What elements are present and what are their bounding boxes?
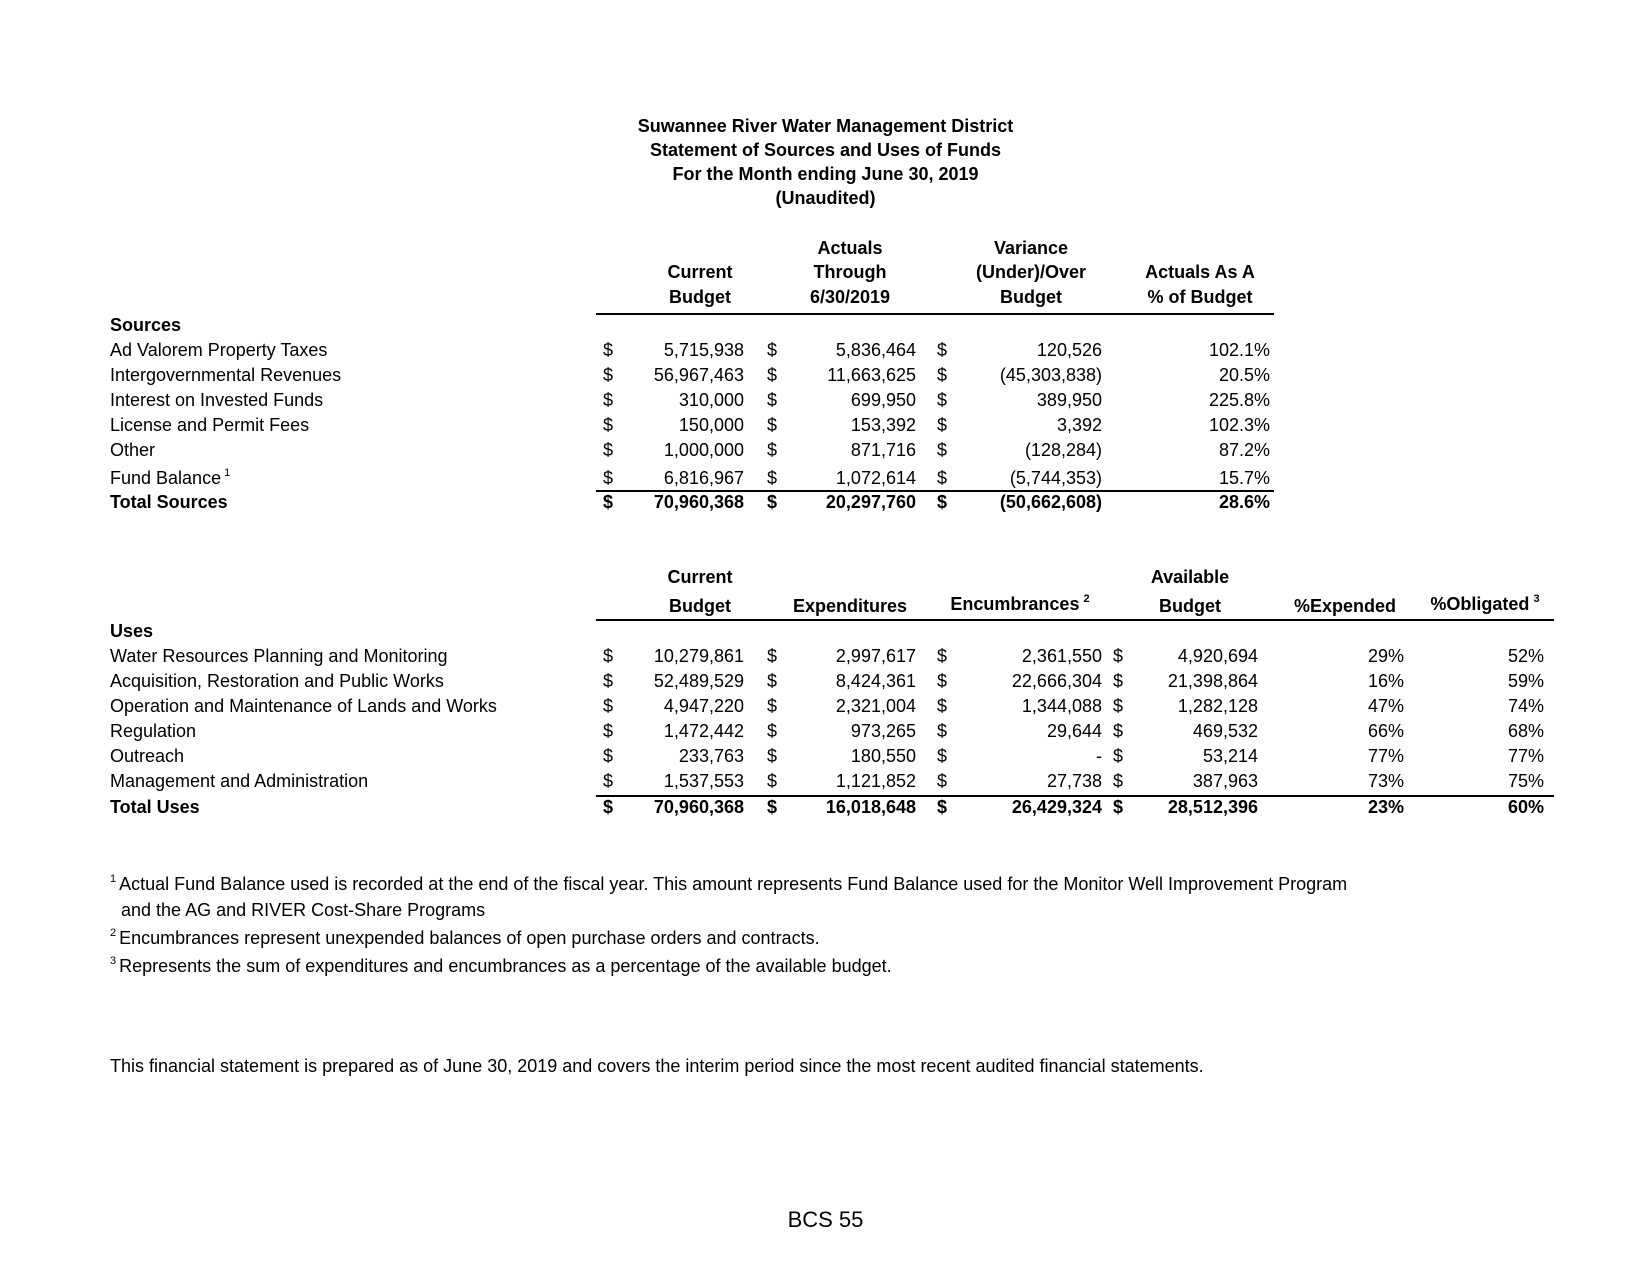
- uses-expenditures-value: 8,424,361: [835, 671, 916, 691]
- sources-variance-value: 120,526: [1036, 340, 1102, 360]
- currency-symbol: $: [937, 365, 948, 385]
- sources-section-label: Sources: [110, 315, 182, 335]
- currency-symbol: $: [937, 440, 948, 460]
- currency-symbol: $: [767, 440, 778, 460]
- uses-obligated-value: 75%: [1507, 771, 1544, 791]
- currency-symbol: $: [603, 415, 614, 435]
- uses-expended-value: 66%: [1367, 721, 1404, 741]
- uses-expenditures-value: 2,321,004: [835, 696, 916, 716]
- sources-row-label: License and Permit Fees: [110, 415, 310, 435]
- sources-col-pct-line2: % of Budget: [1147, 287, 1253, 307]
- footnote-ref-3: 3: [1533, 593, 1540, 605]
- uses-budget-value: 52,489,529: [653, 671, 744, 691]
- footnote-1: $^1$ Actual Fund Balance used is recorded at the end of the fiscal year. This amount represents Fund Balance used for the Monitor Well Improvement Program: [110, 873, 1348, 894]
- sources-actuals-value: 1,072,614: [835, 468, 916, 488]
- footnote-1-continued: and the AG and RIVER Cost-Share Programs: [121, 900, 486, 920]
- footnote-ref-1: 1: [224, 467, 231, 479]
- uses-row-label: Water Resources Planning and Monitoring: [110, 646, 448, 666]
- footnote-3: $^3$ Represents the sum of expenditures and encumbrances as a percentage of the available budget.: [110, 955, 892, 976]
- uses-col-encumbrances: Encumbrances $^2$: [950, 593, 1090, 614]
- uses-expended-value: 16%: [1367, 671, 1404, 691]
- uses-section-label: Uses: [110, 621, 154, 641]
- currency-symbol: $: [1113, 746, 1124, 766]
- uses-expended-value: 47%: [1367, 696, 1404, 716]
- footnote-2: $^2$ Encumbrances represent unexpended balances of open purchase orders and contracts.: [110, 927, 820, 948]
- currency-symbol: $: [603, 468, 614, 488]
- page-label: BCS 55: [787, 1207, 864, 1232]
- currency-symbol: $: [937, 646, 948, 666]
- sources-col-variance-line3: Budget: [1000, 287, 1062, 307]
- currency-symbol: $: [767, 646, 778, 666]
- currency-symbol: $: [937, 415, 948, 435]
- uses-expended-value: 29%: [1367, 646, 1404, 666]
- currency-symbol: $: [767, 340, 778, 360]
- currency-symbol: $: [1113, 721, 1124, 741]
- currency-symbol: $: [767, 390, 778, 410]
- sources-actuals-value: 871,716: [850, 440, 916, 460]
- uses-col-obligated: %Obligated $^3$: [1430, 593, 1540, 614]
- uses-encumbrances-value: 1,344,088: [1021, 696, 1102, 716]
- uses-row-label: Regulation: [110, 721, 197, 741]
- sources-budget-value: 5,715,938: [663, 340, 744, 360]
- report-period: For the Month ending June 30, 2019: [672, 164, 979, 184]
- sources-pct-value: 87.2%: [1218, 440, 1270, 460]
- currency-symbol: $: [603, 696, 614, 716]
- uses-expenditures-value: 180,550: [850, 746, 916, 766]
- sources-variance-value: (45,303,838): [999, 365, 1102, 385]
- uses-row-label: Acquisition, Restoration and Public Works: [110, 671, 444, 691]
- sources-col-budget-line1: Current: [667, 262, 733, 282]
- sources-total-label: Total Sources: [110, 492, 228, 512]
- sources-variance-value: 3,392: [1056, 415, 1102, 435]
- uses-obligated-value: 60%: [1507, 797, 1544, 817]
- uses-encumbrances-value: 26,429,324: [1011, 797, 1102, 817]
- sources-pct-value: 15.7%: [1218, 468, 1270, 488]
- currency-symbol: $: [937, 468, 948, 488]
- uses-available-value: 469,532: [1192, 721, 1258, 741]
- sources-row-label: Fund Balance $^1$: [110, 467, 231, 488]
- currency-symbol: $: [1113, 646, 1124, 666]
- uses-expended-value: 77%: [1367, 746, 1404, 766]
- currency-symbol: $: [767, 797, 778, 817]
- uses-available-value: 28,512,396: [1167, 797, 1258, 817]
- uses-available-value: 1,282,128: [1177, 696, 1258, 716]
- currency-symbol: $: [937, 390, 948, 410]
- currency-symbol: $: [937, 746, 948, 766]
- sources-pct-value: 102.1%: [1208, 340, 1270, 360]
- sources-actuals-value: 153,392: [850, 415, 916, 435]
- uses-expended-value: 23%: [1367, 797, 1404, 817]
- sources-row-label: Ad Valorem Property Taxes: [110, 340, 328, 360]
- report-subtitle: Statement of Sources and Uses of Funds: [649, 140, 1002, 160]
- sources-col-actuals-line3: 6/30/2019: [809, 287, 891, 307]
- currency-symbol: $: [937, 340, 948, 360]
- uses-expended-value: 73%: [1367, 771, 1404, 791]
- sources-budget-value: 70,960,368: [653, 492, 744, 512]
- sources-actuals-value: 11,663,625: [827, 365, 916, 385]
- currency-symbol: $: [767, 696, 778, 716]
- uses-encumbrances-value: 22,666,304: [1011, 671, 1102, 691]
- currency-symbol: $: [767, 468, 778, 488]
- currency-symbol: $: [603, 671, 614, 691]
- uses-encumbrances-value: 2,361,550: [1021, 646, 1102, 666]
- uses-row-label: Operation and Maintenance of Lands and Works: [110, 696, 497, 716]
- currency-symbol: $: [603, 340, 614, 360]
- sources-budget-value: 150,000: [678, 415, 744, 435]
- currency-symbol: $: [767, 671, 778, 691]
- currency-symbol: $: [603, 646, 614, 666]
- currency-symbol: $: [937, 721, 948, 741]
- currency-symbol: $: [1113, 771, 1124, 791]
- sources-row-label: Interest on Invested Funds: [110, 390, 324, 410]
- sources-variance-value: 389,950: [1036, 390, 1102, 410]
- uses-col-available-line2: Budget: [1159, 596, 1221, 616]
- sources-budget-value: 1,000,000: [663, 440, 744, 460]
- uses-expenditures-value: 1,121,852: [835, 771, 916, 791]
- currency-symbol: $: [603, 746, 614, 766]
- sources-col-pct-line1: Actuals As A: [1145, 262, 1255, 282]
- uses-encumbrances-value: -: [1096, 746, 1102, 766]
- sources-row-label: Other: [110, 440, 156, 460]
- currency-symbol: $: [767, 415, 778, 435]
- sources-col-actuals-line1: Actuals: [817, 238, 883, 258]
- sources-variance-value: (128,284): [1024, 440, 1102, 460]
- sources-variance-value: (50,662,608): [999, 492, 1102, 512]
- uses-col-expenditures: Expenditures: [792, 596, 908, 616]
- sources-budget-value: 6,816,967: [663, 468, 744, 488]
- uses-col-budget-line1: Current: [667, 567, 733, 587]
- uses-obligated-value: 52%: [1507, 646, 1544, 666]
- uses-available-value: 387,963: [1192, 771, 1258, 791]
- uses-budget-value: 1,472,442: [663, 721, 744, 741]
- currency-symbol: $: [767, 771, 778, 791]
- uses-obligated-value: 74%: [1507, 696, 1544, 716]
- currency-symbol: $: [603, 771, 614, 791]
- sources-col-variance-line1: Variance: [993, 238, 1069, 258]
- uses-available-value: 53,214: [1202, 746, 1258, 766]
- uses-available-value: 4,920,694: [1177, 646, 1258, 666]
- uses-available-value: 21,398,864: [1167, 671, 1258, 691]
- uses-total-label: Total Uses: [110, 797, 200, 817]
- uses-obligated-value: 68%: [1507, 721, 1544, 741]
- uses-budget-value: 10,279,861: [653, 646, 744, 666]
- uses-encumbrances-value: 27,738: [1046, 771, 1102, 791]
- uses-row-label: Outreach: [110, 746, 185, 766]
- currency-symbol: $: [767, 365, 778, 385]
- uses-col-available-line1: Available: [1150, 567, 1230, 587]
- currency-symbol: $: [1113, 696, 1124, 716]
- currency-symbol: $: [767, 492, 778, 512]
- uses-expenditures-value: 973,265: [850, 721, 916, 741]
- currency-symbol: $: [603, 721, 614, 741]
- sources-variance-value: (5,744,353): [1009, 468, 1102, 488]
- currency-symbol: $: [937, 492, 948, 512]
- uses-col-expended: %Expended: [1293, 596, 1397, 616]
- uses-budget-value: 4,947,220: [663, 696, 744, 716]
- report-audit-status: (Unaudited): [775, 188, 876, 208]
- sources-actuals-value: 5,836,464: [835, 340, 916, 360]
- sources-pct-value: 28.6%: [1218, 492, 1270, 512]
- sources-header-rule: [596, 313, 1274, 315]
- currency-symbol: $: [1113, 671, 1124, 691]
- currency-symbol: $: [937, 771, 948, 791]
- currency-symbol: $: [603, 365, 614, 385]
- uses-expenditures-value: 16,018,648: [825, 797, 916, 817]
- statement-note: This financial statement is prepared as of June 30, 2019 and covers the interim period since the most recent audited financial statements.: [110, 1056, 1204, 1076]
- currency-symbol: $: [767, 721, 778, 741]
- footnote-ref-2: 2: [1083, 593, 1090, 605]
- sources-col-budget-line2: Budget: [669, 287, 731, 307]
- currency-symbol: $: [767, 746, 778, 766]
- currency-symbol: $: [603, 440, 614, 460]
- uses-obligated-value: 77%: [1507, 746, 1544, 766]
- uses-obligated-value: 59%: [1507, 671, 1544, 691]
- currency-symbol: $: [937, 797, 948, 817]
- sources-budget-value: 56,967,463: [653, 365, 744, 385]
- sources-pct-value: 20.5%: [1218, 365, 1270, 385]
- sources-col-variance-line2: (Under)/Over: [975, 262, 1087, 282]
- currency-symbol: $: [937, 671, 948, 691]
- uses-budget-value: 70,960,368: [653, 797, 744, 817]
- report-title: Suwannee River Water Management District: [637, 116, 1014, 136]
- sources-actuals-value: 699,950: [850, 390, 916, 410]
- uses-col-budget-line2: Budget: [669, 596, 731, 616]
- uses-encumbrances-value: 29,644: [1046, 721, 1102, 741]
- sources-actuals-value: 20,297,760: [825, 492, 916, 512]
- sources-col-actuals-line2: Through: [813, 262, 887, 282]
- currency-symbol: $: [603, 797, 614, 817]
- sources-pct-value: 225.8%: [1208, 390, 1270, 410]
- currency-symbol: $: [603, 492, 614, 512]
- sources-row-label: Intergovernmental Revenues: [110, 365, 342, 385]
- currency-symbol: $: [603, 390, 614, 410]
- uses-budget-value: 1,537,553: [663, 771, 744, 791]
- uses-header-rule: [596, 619, 1554, 621]
- currency-symbol: $: [937, 696, 948, 716]
- currency-symbol: $: [1113, 797, 1124, 817]
- uses-budget-value: 233,763: [678, 746, 744, 766]
- uses-row-label: Management and Administration: [110, 771, 369, 791]
- sources-pct-value: 102.3%: [1208, 415, 1270, 435]
- sources-budget-value: 310,000: [678, 390, 744, 410]
- uses-expenditures-value: 2,997,617: [835, 646, 916, 666]
